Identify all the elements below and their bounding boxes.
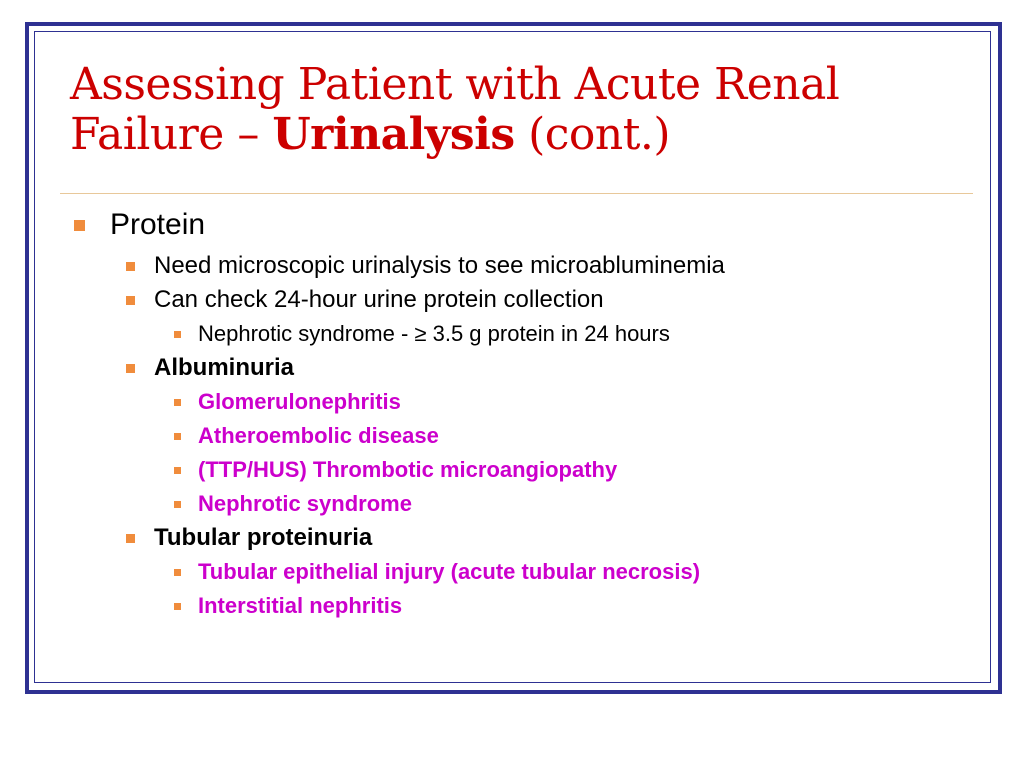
bullet-text: Atheroembolic disease [198, 423, 439, 448]
bullet-text: (TTP/HUS) Thrombotic microangiopathy [198, 457, 618, 482]
bullet-can-check [70, 283, 970, 317]
square-bullet-icon [126, 262, 135, 271]
bullet-tubular-proteinuria [70, 521, 970, 555]
bullet-albuminuria-cause [70, 453, 970, 487]
title-text: Assessing Patient with Acute Renal Failure – [70, 59, 840, 160]
square-bullet-icon [174, 569, 181, 576]
title-bold-text: Urinalysis [272, 109, 515, 160]
square-bullet-icon [126, 364, 135, 373]
bullet-need-microscopic [70, 249, 970, 283]
bullet-text: Tubular proteinuria [154, 524, 373, 551]
bullet-albuminuria-cause [70, 419, 970, 453]
bullet-text: Tubular epithelial injury (acute tubular necrosis) [198, 559, 701, 584]
square-bullet-icon [174, 467, 181, 474]
bullet-text: Nephrotic syndrome [198, 491, 412, 516]
square-bullet-icon [74, 220, 85, 231]
square-bullet-icon [174, 603, 181, 610]
square-bullet-icon [174, 331, 181, 338]
bullet-tubular-cause [70, 589, 970, 623]
bullet-text: Glomerulonephritis [198, 389, 401, 414]
square-bullet-icon [126, 296, 135, 305]
bullet-albuminuria-cause [70, 385, 970, 419]
square-bullet-icon [126, 534, 135, 543]
bullet-text: Interstitial nephritis [198, 593, 403, 618]
bullet-protein [70, 205, 970, 245]
bullet-tubular-cause [70, 555, 970, 589]
bullet-text: Protein [110, 208, 206, 241]
square-bullet-icon [174, 399, 181, 406]
title-suffix-text: (cont.) [514, 109, 671, 160]
bullet-nephrotic-threshold [70, 317, 970, 351]
title-divider [60, 193, 973, 194]
bullet-albuminuria-cause [70, 487, 970, 521]
bullet-text: Can check 24-hour urine protein collection [154, 286, 604, 313]
square-bullet-icon [174, 433, 181, 440]
square-bullet-icon [174, 501, 181, 508]
bullet-albuminuria [70, 351, 970, 385]
bullet-text: Albuminuria [154, 354, 295, 381]
bullet-list [70, 205, 970, 623]
bullet-text: Need microscopic urinalysis to see microabluminemia [154, 252, 725, 279]
slide-title [70, 60, 970, 160]
bullet-text: Nephrotic syndrome - ≥ 3.5 g protein in 24 hours [198, 321, 670, 346]
